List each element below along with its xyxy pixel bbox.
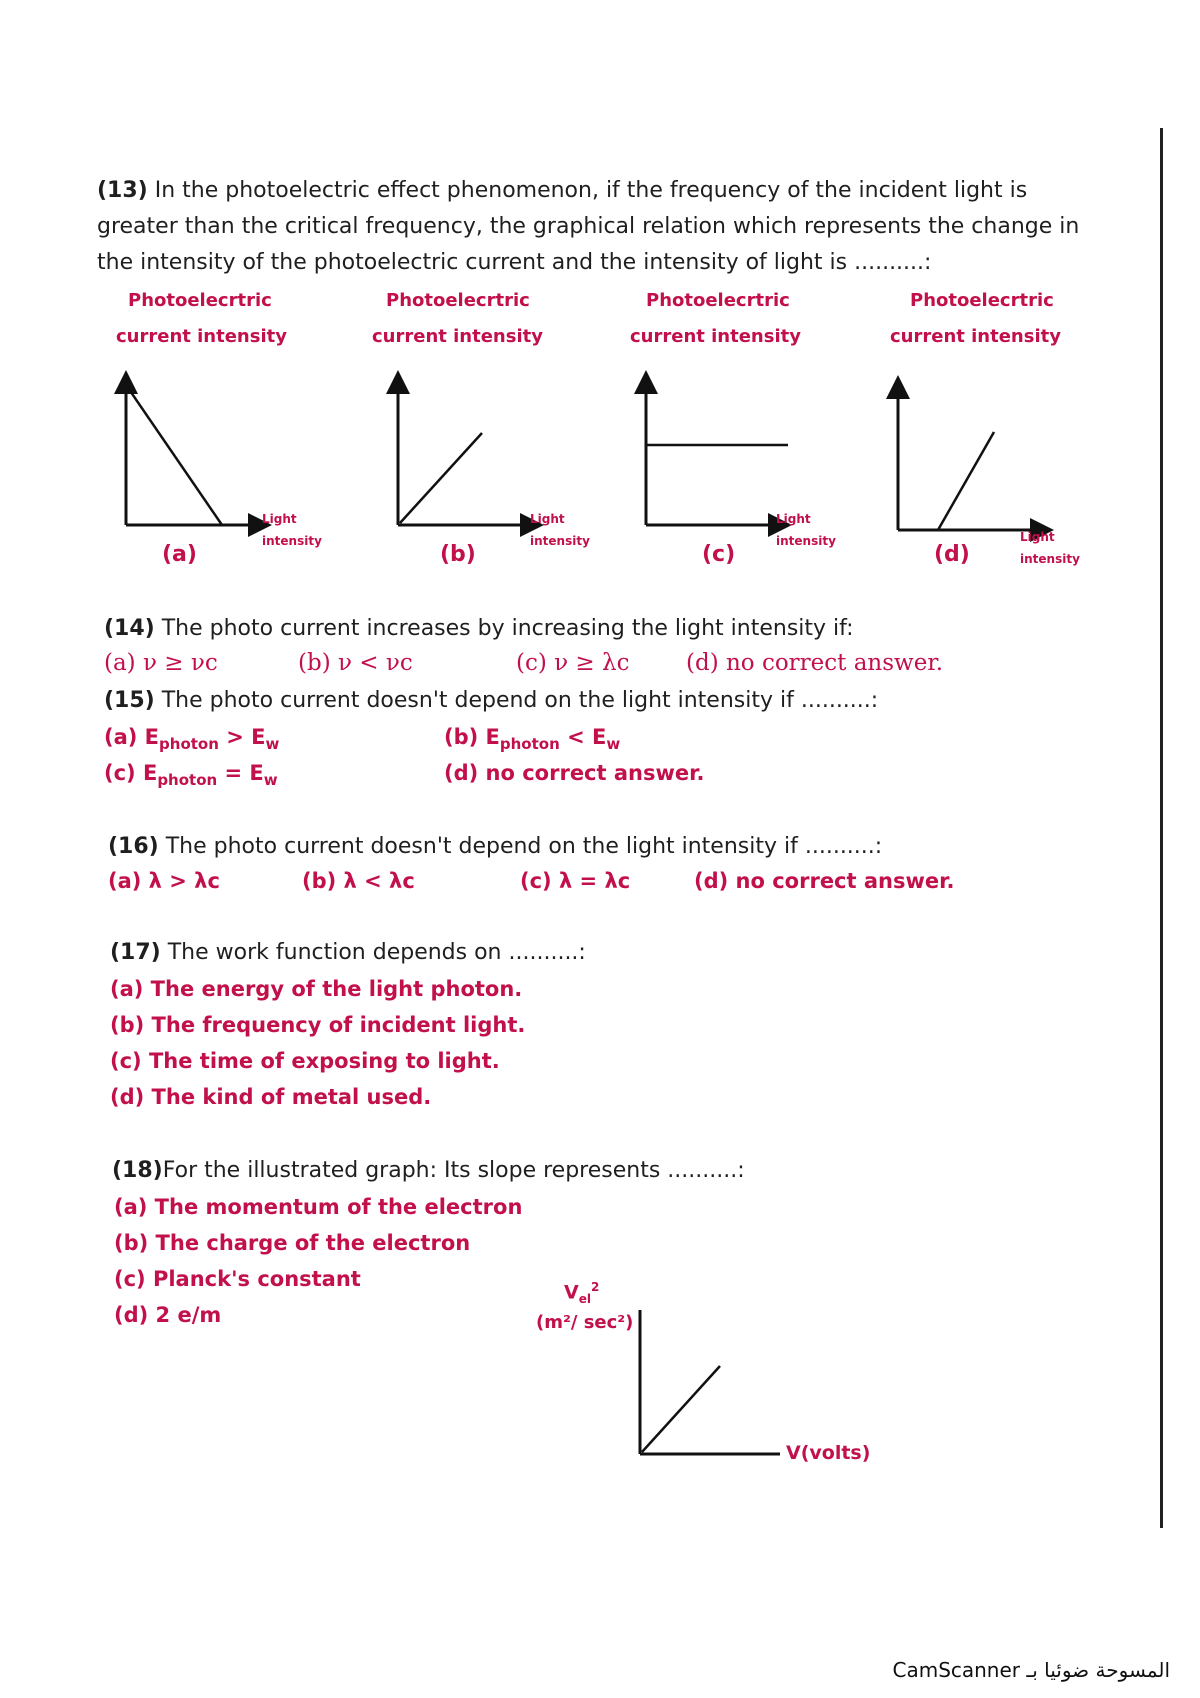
q18-graph-xlabel: V(volts) — [786, 1442, 871, 1464]
q16-text: The photo current doesn't depend on the light intensity if ..........: — [165, 834, 883, 859]
q14-text: The photo current increases by increasing the light intensity if: — [161, 616, 854, 641]
camscanner-footer: CamScanner المسوحة ضوئيا بـ — [892, 1658, 1170, 1682]
q17-option-a[interactable]: (a) The energy of the light photon. — [110, 977, 523, 1001]
q17-option-b[interactable]: (b) The frequency of incident light. — [110, 1013, 526, 1037]
graph-d-line — [938, 432, 994, 530]
graph-c — [620, 370, 800, 540]
graph-b-line — [400, 433, 482, 523]
q16-question — [108, 834, 882, 860]
q16-option-d[interactable]: (d) no correct answer. — [694, 869, 955, 893]
graph-a-xlabel: Light intensity — [262, 512, 322, 548]
graph-d — [872, 375, 1062, 545]
q17-number: (17) — [110, 940, 161, 965]
graph-a-ylabel1: Photoelecrtric — [128, 290, 272, 311]
graph-b — [372, 370, 552, 540]
graph-c-xlabel: Light intensity — [776, 512, 836, 548]
q18-text: For the illustrated graph: Its slope represents ..........: — [162, 1158, 745, 1183]
q18-number: (18) — [112, 1158, 163, 1183]
q18-question — [112, 1158, 745, 1184]
graph-b-ylabel1: Photoelecrtric — [386, 290, 530, 311]
q16-option-a[interactable]: (a) λ > λc — [108, 869, 220, 893]
q15-option-c[interactable]: (c) $E_{photon} = E_w$ — [104, 761, 278, 790]
q18-option-a[interactable]: (a) The momentum of the electron — [114, 1195, 523, 1219]
graph-c-ylabel2: current intensity — [630, 326, 801, 347]
q16-option-b[interactable]: (b) λ < λc — [302, 869, 415, 893]
graph-a-line — [126, 385, 222, 525]
q14-option-a[interactable]: (a) ν ≥ νc — [104, 650, 218, 676]
graph-d-ylabel2: current intensity — [890, 326, 1061, 347]
graph-d-xlabel: Light intensity — [1020, 530, 1080, 566]
graph-b-ylabel2: current intensity — [372, 326, 543, 347]
q18-graph-yunits: (m²/ sec²) — [536, 1312, 634, 1333]
q16-number: (16) — [108, 834, 159, 859]
q13-text1: In the photoelectric effect phenomenon, if the frequency of the incident light is — [154, 178, 1028, 203]
q16-option-c[interactable]: (c) λ = λc — [520, 869, 631, 893]
q13-line2: greater than the critical frequency, the graphical relation which represents the change in — [97, 214, 1080, 239]
q13-line1 — [97, 178, 1027, 204]
q17-option-c[interactable]: (c) The time of exposing to light. — [110, 1049, 500, 1073]
q14-question — [104, 616, 854, 642]
q18-graph — [630, 1306, 790, 1466]
q13-number: (13) — [97, 178, 148, 203]
q17-text: The work function depends on ..........: — [167, 940, 586, 965]
graph-b-xlabel: Light intensity — [530, 512, 590, 548]
q15-question — [104, 688, 878, 714]
q15-option-a[interactable]: (a) $E_{photon} > E_w$ — [104, 725, 280, 754]
graph-d-letter: (d) — [934, 542, 970, 567]
q14-number: (14) — [104, 616, 155, 641]
q18-option-d[interactable]: (d) 2 e/m — [114, 1303, 222, 1327]
q14-option-d[interactable]: (d) no correct answer. — [686, 650, 944, 676]
q15-text: The photo current doesn't depend on the light intensity if ..........: — [161, 688, 879, 713]
q14-option-c[interactable]: (c) ν ≥ λc — [516, 650, 630, 676]
page-edge-line — [1160, 128, 1163, 1528]
q17-option-d[interactable]: (d) The kind of metal used. — [110, 1085, 432, 1109]
q18-option-b[interactable]: (b) The charge of the electron — [114, 1231, 471, 1255]
q18-graph-ylabel: $V_{el}^2$ — [564, 1280, 600, 1307]
graph-a-letter: (a) — [162, 542, 197, 567]
q14-option-b[interactable]: (b) ν < νc — [298, 650, 413, 676]
graph-c-letter: (c) — [702, 542, 736, 567]
graph-b-letter: (b) — [440, 542, 476, 567]
graph-a — [100, 370, 280, 540]
q15-number: (15) — [104, 688, 155, 713]
q13-line3: the intensity of the photoelectric current and the intensity of light is ..........: — [97, 250, 932, 275]
graph-c-ylabel1: Photoelecrtric — [646, 290, 790, 311]
q15-option-d[interactable]: (d) no correct answer. — [444, 761, 705, 785]
q18-graph-line — [642, 1366, 720, 1452]
graph-d-ylabel1: Photoelecrtric — [910, 290, 1054, 311]
q15-option-b[interactable]: (b) $E_{photon} < E_w$ — [444, 725, 621, 754]
graph-a-ylabel2: current intensity — [116, 326, 287, 347]
q17-question — [110, 940, 586, 966]
q18-option-c[interactable]: (c) Planck's constant — [114, 1267, 361, 1291]
